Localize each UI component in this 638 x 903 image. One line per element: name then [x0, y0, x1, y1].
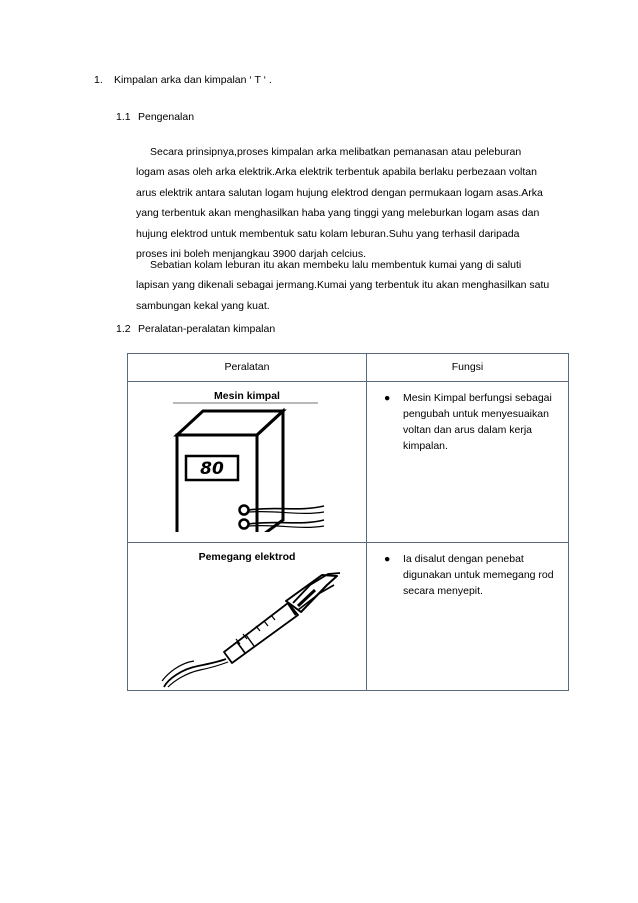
paragraph-line: logam asas oleh arka elektrik.Arka elektrik terbentuk apabila berlaku perbezaan voltan: [136, 166, 537, 179]
paragraph-line: arus elektrik antara salutan logam hujung elektrod dengan permukaan logam asas.Arka: [136, 186, 543, 199]
header-fungsi: Fungsi: [367, 354, 569, 382]
section-number: 1.: [94, 74, 103, 86]
table-header-row: [128, 354, 569, 382]
paragraph-line: proses ini boleh menjangkau 3900 darjah celcius.: [136, 248, 366, 261]
table-row: [128, 543, 569, 691]
paragraph-line: sambungan kekal yang kuat.: [136, 299, 270, 312]
tools-table: [127, 353, 569, 691]
electrode-holder-image: [128, 563, 366, 688]
paragraph-solidify: [136, 255, 566, 316]
function-cell: [367, 543, 569, 691]
table-row: [128, 382, 569, 543]
subsection-title: Pengenalan: [138, 111, 195, 123]
bullet-icon: ●: [384, 553, 391, 565]
display-readout: 80: [200, 459, 224, 479]
welding-machine-image: [128, 402, 366, 532]
function-item: ● Ia disalut dengan penebat digunakan untuk memegang rod secara menyepit.: [384, 553, 554, 597]
tool-cell: [128, 382, 367, 543]
paragraph-line: lapisan yang dikenali sebagai jermang.Kumai yang terbentuk itu akan menghasilkan satu: [136, 279, 550, 292]
paragraph-line: Sebatian kolam leburan itu akan membeku lalu membentuk kumai yang di saluti: [150, 259, 522, 271]
paragraph-line: Secara prinsipnya,proses kimpalan arka melibatkan pemanasan atau peleburan: [150, 146, 522, 158]
subsection-heading-intro: [116, 111, 194, 123]
subsection-number: 1.1: [116, 111, 131, 123]
function-item: ● Mesin Kimpal berfungsi sebagai pengubah untuk menyesuaikan voltan dan arus dalam kerja kimpalan.: [384, 392, 552, 452]
paragraph-line: hujung elektrod untuk membentuk satu kolam leburan.Suhu yang terhasil daripada: [136, 227, 520, 240]
subsection-title: Peralatan-peralatan kimpalan: [138, 323, 276, 335]
function-cell: [367, 382, 569, 543]
section-heading: [94, 74, 272, 86]
tool-cell: [128, 543, 367, 691]
header-peralatan: Peralatan: [128, 354, 367, 382]
paragraph-intro: [136, 142, 566, 264]
section-title: Kimpalan arka dan kimpalan ‘ T ‘ .: [114, 74, 272, 86]
subsection-heading-tools: [116, 323, 275, 335]
subsection-number: 1.2: [116, 323, 131, 335]
paragraph-line: yang terbentuk akan menghasilkan haba yang tinggi yang meleburkan logam asas dan: [136, 207, 540, 220]
tool-name: Mesin kimpal: [214, 390, 280, 402]
bullet-icon: ●: [384, 392, 391, 404]
tool-name: Pemegang elektrod: [198, 551, 296, 563]
